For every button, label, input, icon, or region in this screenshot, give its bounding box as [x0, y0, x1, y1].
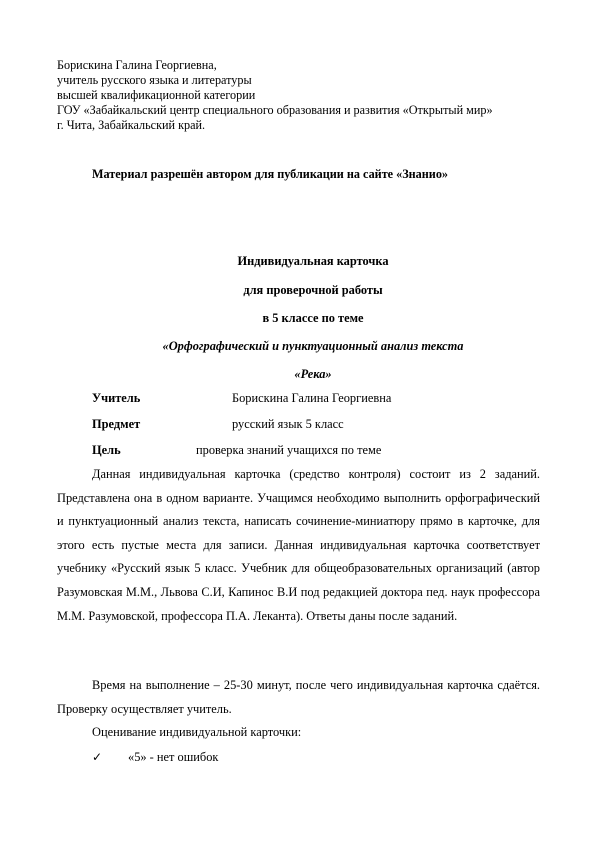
author-organization: ГОУ «Забайкальский центр специального образования и развития «Открытый мир» [57, 103, 493, 117]
author-name: Борискина Галина Георгиевна, [57, 58, 217, 72]
author-position: учитель русского языка и литературы [57, 73, 252, 87]
author-category: высшей квалификационной категории [57, 88, 256, 102]
title-line-1: Индивидуальная карточка [237, 254, 389, 268]
title-line-2: для проверочной работы [243, 283, 383, 297]
checkmark-icon: ✓ [92, 750, 103, 764]
goal-value: проверка знаний учащихся по теме [196, 443, 382, 457]
description-paragraph: Данная индивидуальная карточка (средство контроля) состоит из 2 заданий. Представлена она в одном варианте. Учащимся необходимо выполнить орфографический и пунктуационный анализ текста, написать сочинение-миниатюру прямо в карточке, для этого есть пустые места для записи. Данная индивидуальная карточка соответствует учебнику «Русский язык 5 класс. Учебник для общеобразовательных организаций (автор Разумовская М.М., Львова С.И, Капинос В.И под редакцией доктора пед. наук профессора М.М. Разумовской, профессора П.А. Леканта). Ответы даны после заданий. [57, 467, 540, 623]
title-line-5: «Река» [294, 367, 332, 381]
title-line-4: «Орфографический и пунктуационный анализ текста [162, 339, 464, 353]
goal-label: Цель [92, 443, 121, 457]
author-info [57, 58, 537, 133]
subject-label: Предмет [92, 417, 141, 431]
grading-heading: Оценивание индивидуальной карточки: [92, 725, 302, 739]
author-location: г. Чита, Забайкальский край. [57, 118, 206, 132]
teacher-label: Учитель [92, 391, 141, 405]
time-paragraph: Время на выполнение – 25-30 минут, после чего индивидуальная карточка сдаётся. Проверку осуществляет учитель. [57, 678, 540, 716]
teacher-value: Борискина Галина Георгиевна [232, 391, 392, 405]
subject-value: русский язык 5 класс [232, 417, 344, 431]
grading-item-text: «5» - нет ошибок [128, 750, 219, 764]
title-line-3: в 5 классе по теме [262, 311, 364, 325]
publication-permission: Материал разрешён автором для публикации на сайте «Знанио» [92, 167, 449, 181]
